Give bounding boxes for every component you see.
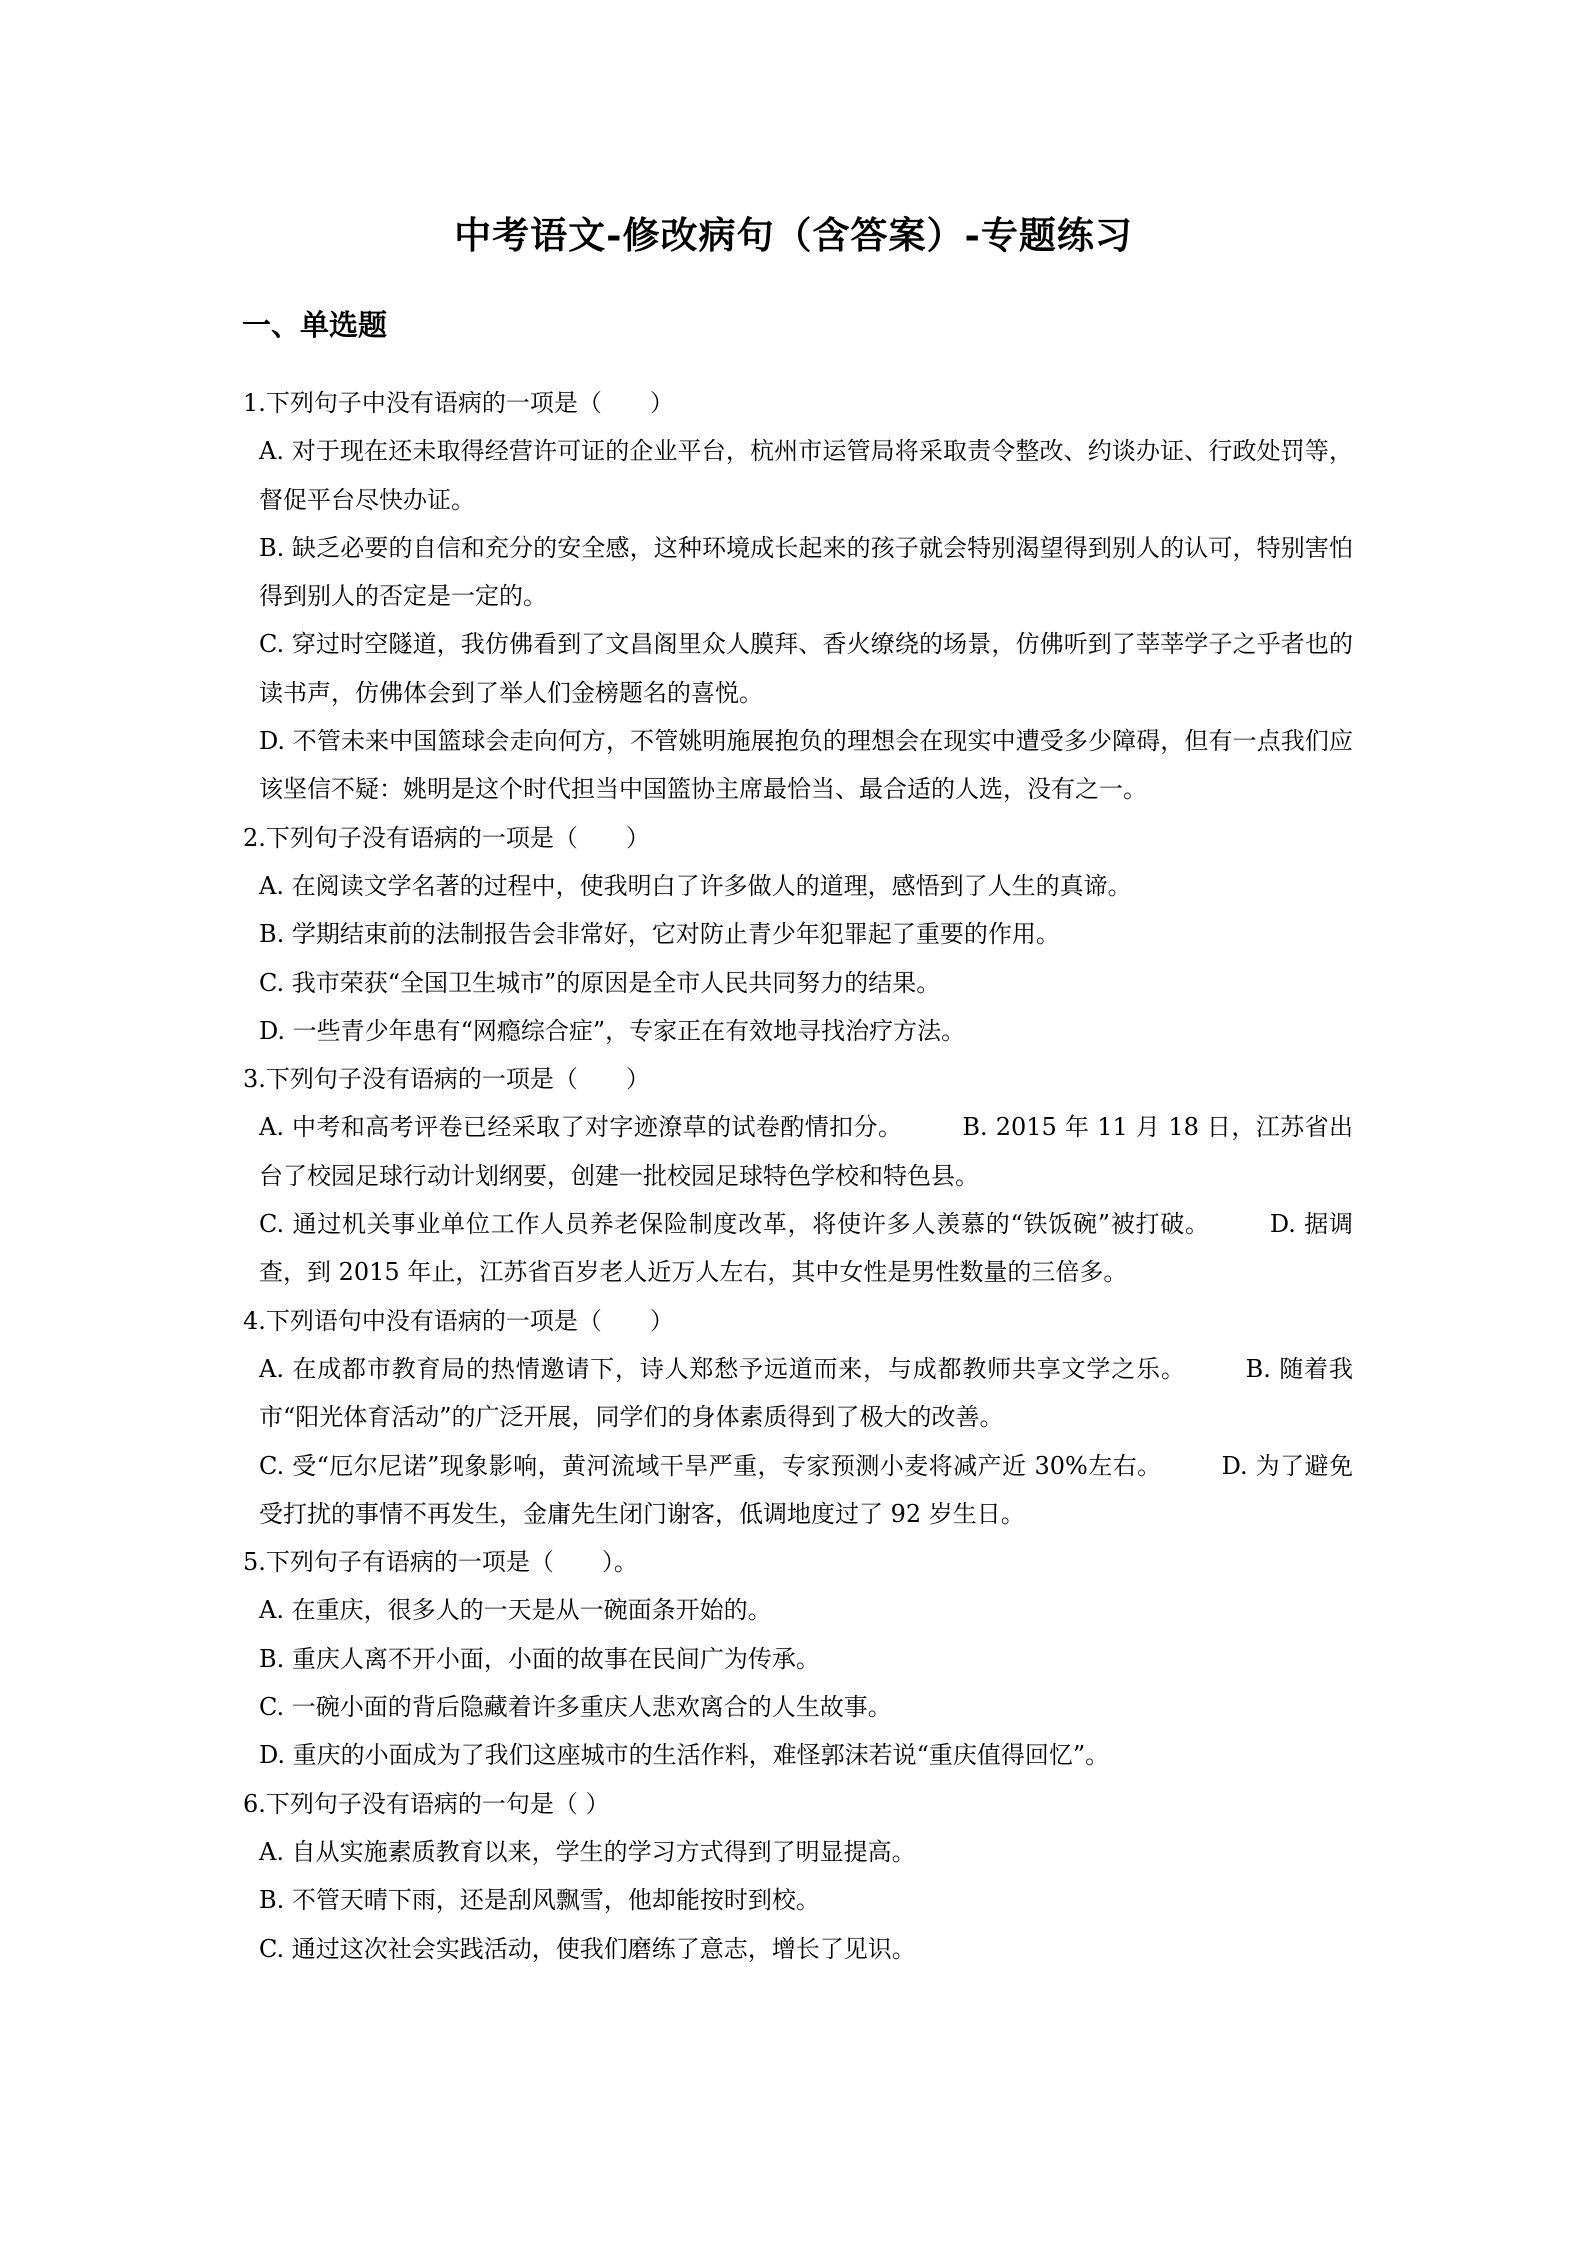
question-stem: 2.下列句子没有语病的一项是（ ） (243, 823, 650, 852)
option-c: C. 受“厄尔尼诺”现象影响，黄河流域干旱严重，专家预测小麦将减产近 30%左右。 (259, 1451, 1162, 1480)
option-a: A. 对于现在还未取得经营许可证的企业平台，杭州市运管局将采取责令整改、约谈办证、行政处罚等，督促平台尽快办证。 (259, 437, 1353, 514)
section-heading: 一、单选题 (242, 308, 388, 342)
option-b: B. 不管天晴下雨，还是刮风飘雪，他却能按时到校。 (259, 1886, 820, 1915)
question-stem: 3.下列句子没有语病的一项是（ ） (243, 1065, 650, 1094)
question-3 (243, 1055, 1353, 1296)
option-b: B. 重庆人离不开小面，小面的故事在民间广为传承。 (259, 1644, 820, 1673)
option-d: D. 不管未来中国篮球会走向何方，不管姚明施展抱负的理想会在现实中遭受多少障碍，但有一点我们应该坚信不疑：姚明是这个时代担当中国篮协主席最恰当、最合适的人选，没有之一。 (259, 727, 1353, 804)
document-title: 中考语文-修改病句（含答案）-专题练习 (454, 213, 1133, 257)
option-b: B. 2015 年 11 月 18 日，江苏省出台了校园足球行动计划纲要，创建一批校园足球特色学校和特色县。 (259, 1113, 1353, 1190)
option-c: C. 一碗小面的背后隐藏着许多重庆人悲欢离合的人生故事。 (259, 1693, 892, 1722)
question-stem: 4.下列语句中没有语病的一项是（ ） (243, 1306, 674, 1335)
option-a: A. 中考和高考评卷已经采取了对字迹潦草的试卷酌情扣分。 (259, 1113, 903, 1142)
option-a: A. 在重庆，很多人的一天是从一碗面条开始的。 (259, 1596, 772, 1625)
option-group (243, 1442, 1353, 1539)
question-4 (243, 1297, 1353, 1538)
question-1 (243, 379, 1353, 814)
option-group (243, 1345, 1353, 1442)
option-d: D. 一些青少年患有“网瘾综合症”，专家正在有效地寻找治疗方法。 (259, 1016, 966, 1045)
option-a: A. 在阅读文学名著的过程中，使我明白了许多做人的道理，感悟到了人生的真谛。 (259, 871, 1132, 900)
option-a: A. 自从实施素质教育以来，学生的学习方式得到了明显提高。 (259, 1837, 916, 1866)
option-group (243, 1103, 1353, 1200)
question-6 (243, 1780, 1353, 1973)
option-c: C. 穿过时空隧道，我仿佛看到了文昌阁里众人膜拜、香火缭绕的场景，仿佛听到了莘莘学子之乎者也的读书声，仿佛体会到了举人们金榜题名的喜悦。 (259, 630, 1353, 707)
option-c: C. 通过机关事业单位工作人员养老保险制度改革，将使许多人羡慕的“铁饭碗”被打破。 (259, 1210, 1210, 1239)
option-d: D. 据调查，到 2015 年止，江苏省百岁老人近万人左右，其中女性是男性数量的三倍多。 (259, 1210, 1353, 1287)
question-5 (243, 1538, 1353, 1779)
option-c: C. 通过这次社会实践活动，使我们磨练了意志，增长了见识。 (259, 1934, 916, 1963)
option-b: B. 学期结束前的法制报告会非常好，它对防止青少年犯罪起了重要的作用。 (259, 920, 1060, 949)
option-b: B. 随着我市“阳光体育活动”的广泛开展，同学们的身体素质得到了极大的改善。 (259, 1354, 1353, 1432)
question-stem: 5.下列句子有语病的一项是（ ）。 (243, 1548, 638, 1577)
question-2 (243, 814, 1353, 1055)
option-c: C. 我市荣获“全国卫生城市”的原因是全市人民共同努力的结果。 (259, 968, 941, 997)
option-d: D. 重庆的小面成为了我们这座城市的生活作料，难怪郭沫若说“重庆值得回忆”。 (259, 1741, 1110, 1770)
option-b: B. 缺乏必要的自信和充分的安全感，这种环境成长起来的孩子就会特别渴望得到别人的认可，特别害怕得到别人的否定是一定的。 (259, 533, 1353, 611)
question-stem: 6.下列句子没有语病的一句是（ ） (243, 1789, 610, 1818)
question-list (243, 379, 1353, 1973)
option-d: D. 为了避免受打扰的事情不再发生，金庸先生闭门谢客，低调地度过了 92 岁生日。 (259, 1451, 1353, 1528)
option-group (243, 1200, 1353, 1297)
question-stem: 1.下列句子中没有语病的一项是（ ） (243, 389, 674, 417)
option-a: A. 在成都市教育局的热情邀请下，诗人郑愁予远道而来，与成都教师共享文学之乐。 (259, 1354, 1186, 1383)
